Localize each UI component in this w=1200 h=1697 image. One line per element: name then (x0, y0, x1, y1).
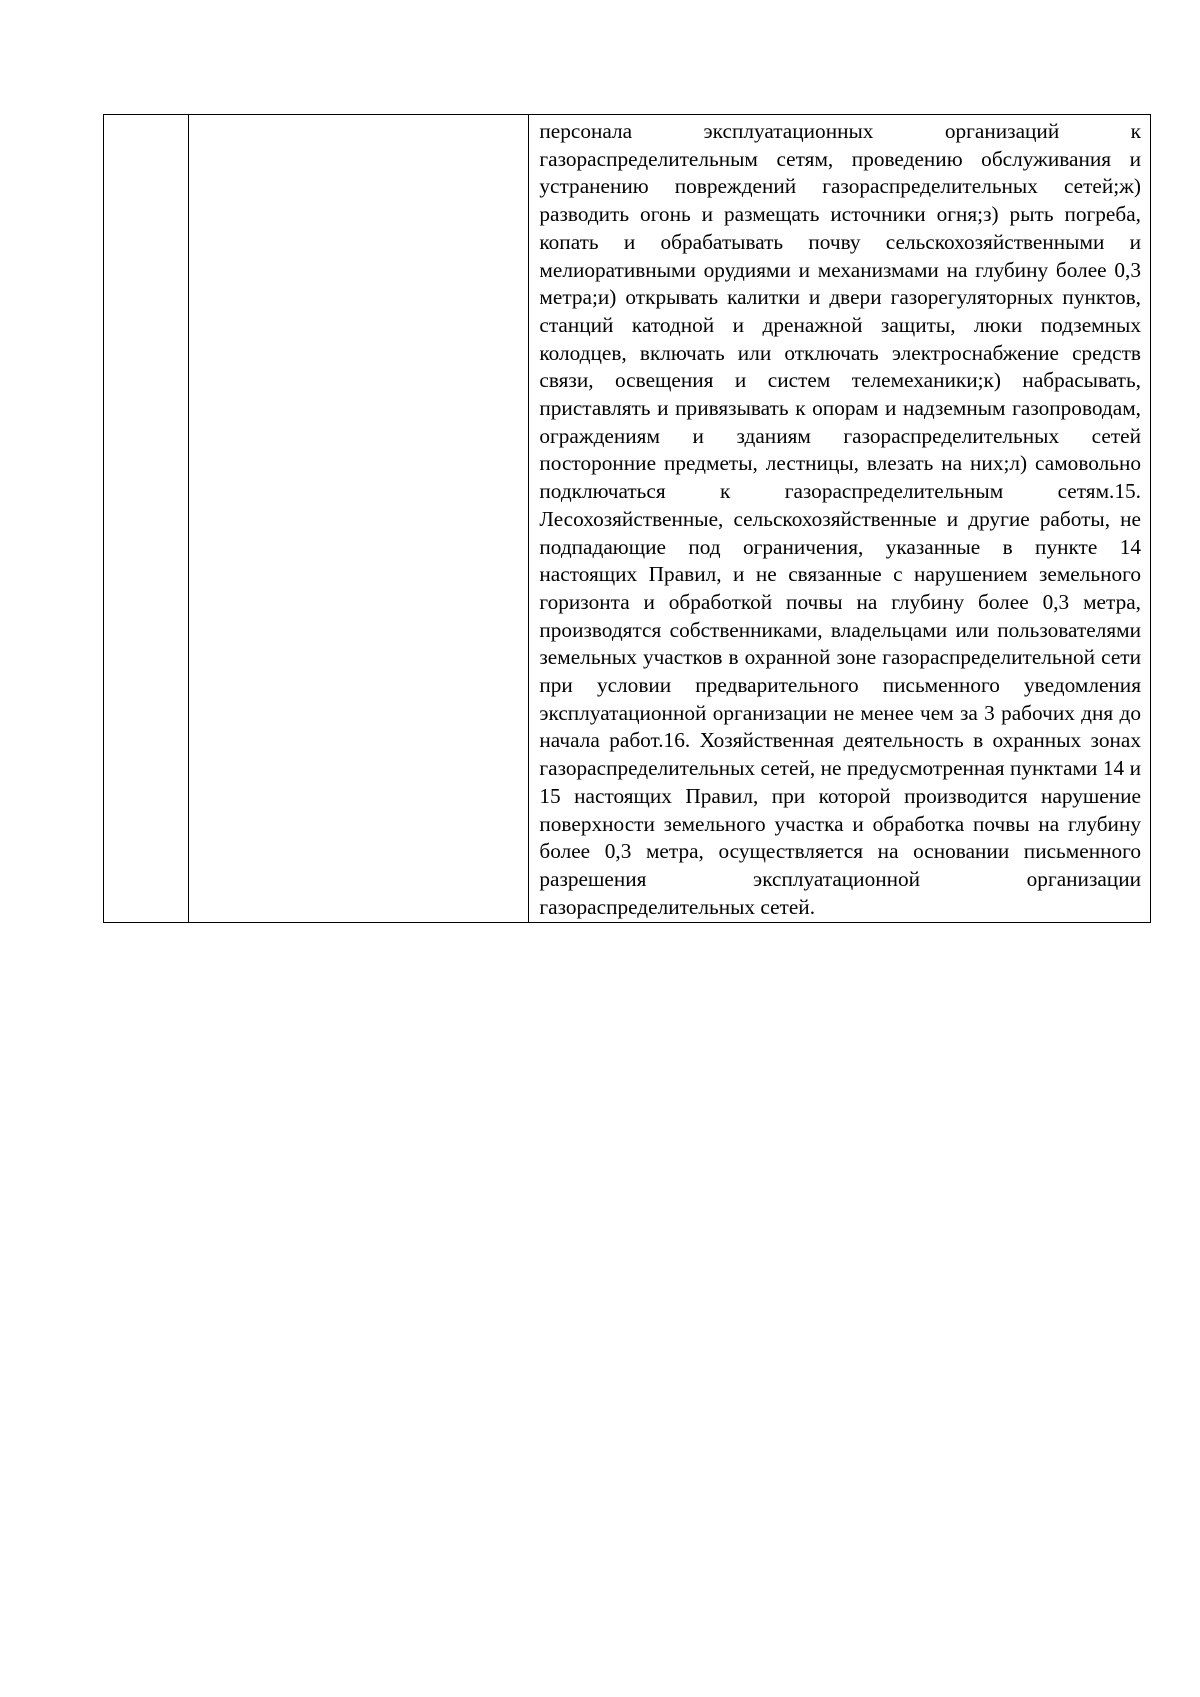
number-cell (104, 115, 189, 923)
document-table (103, 114, 1151, 923)
regulation-text: персонала эксплуатационных организаций к газораспределительным сетям, проведению обслуживания и устранению повреждений газораспределительных сетей;ж) разводить огонь и размещать источники огня;з) рыть погреба, копать и обрабатывать почву сельскохозяйственными и мелиоративными орудиями и механизмами на глубину более 0,3 метра;и) открывать калитки и двери газорегуляторных пунктов, станций катодной и дренажной защиты, люки подземных колодцев, включать или отключать электроснабжение средств связи, освещения и систем телемеханики;к) набрасывать, приставлять и привязывать к опорам и надземным газопроводам, ограждениям и зданиям газораспределительных сетей посторонние предметы, лестницы, влезать на них;л) самовольно подключаться к газораспределительным сетям.15. Лесохозяйственные, сельскохозяйственные и другие работы, не подпадающие под ограничения, указанные в пункте 14 настоящих Правил, и не связанные с нарушением земельного горизонта и обработкой почвы на глубину более 0,3 метра, производятся собственниками, владельцами или пользователями земельных участков в охранной зоне газораспределительной сети при условии предварительного письменного уведомления эксплуатационной организации не менее чем за 3 рабочих дня до начала работ.16. Хозяйственная деятельность в охранных зонах газораспределительных сетей, не предусмотренная пунктами 14 и 15 настоящих Правил, при которой производится нарушение поверхности земельного участка и обработка почвы на глубину более 0,3 метра, осуществляется на основании письменного разрешения эксплуатационной организации газораспределительных сетей. (539, 119, 1141, 919)
table-row (104, 115, 1151, 923)
number-cell-text (104, 115, 188, 119)
text-cell (529, 115, 1151, 923)
name-cell (189, 115, 529, 923)
name-cell-text (189, 115, 528, 119)
